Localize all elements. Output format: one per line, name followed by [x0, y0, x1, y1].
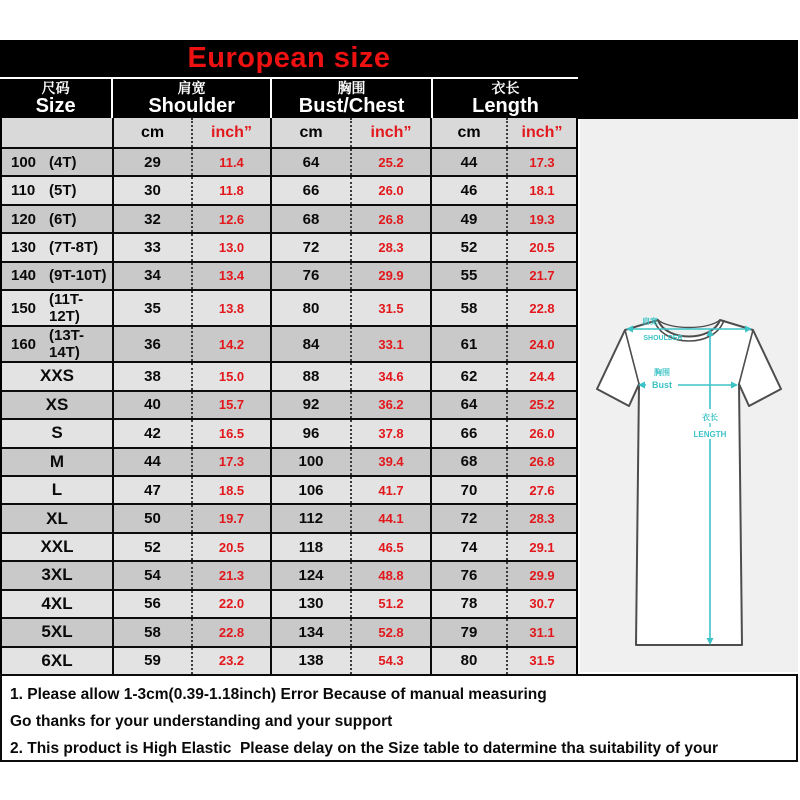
shoulder-cm-value: 34 — [112, 263, 191, 289]
tshirt-measure-diagram — [580, 293, 798, 668]
size-number: 150 — [11, 299, 37, 317]
shoulder-cm-value: 36 — [112, 327, 191, 361]
size-label-cell: XL — [46, 508, 68, 528]
size-number: 110 — [11, 182, 36, 200]
size-label-cell — [2, 234, 112, 260]
size-label-cell: XXS — [39, 366, 75, 386]
size-label-cell: XXL — [40, 537, 74, 557]
table-row-120 — [2, 204, 576, 232]
bust-label-en: Bust — [652, 380, 672, 390]
length-cm-value: 79 — [430, 619, 506, 645]
bust-in-value: 48.8 — [350, 562, 430, 588]
shoulder-cm-value: 29 — [112, 149, 191, 175]
table-row-s — [2, 418, 576, 446]
bust-label-zh: 胸围 — [654, 368, 670, 377]
bust-cm-value: 72 — [270, 234, 350, 260]
shoulder-in-value: 22.0 — [191, 591, 270, 617]
length-label-en: LENGTH — [693, 430, 727, 439]
table-row-160 — [2, 325, 576, 361]
table-row-3xl — [2, 560, 576, 588]
size-age-tag: (4T) — [49, 153, 77, 171]
shoulder-in-value: 13.8 — [191, 291, 270, 325]
column-header-shoulder — [111, 79, 270, 118]
unit-cm-shoulder: cm — [112, 118, 191, 147]
shoulder-in-value: 13.0 — [191, 234, 270, 260]
length-cm-value: 58 — [430, 291, 506, 325]
bust-cm-value: 138 — [270, 648, 350, 674]
bust-cm-value: 100 — [270, 449, 350, 475]
size-label-cell — [2, 206, 112, 232]
length-in-value: 26.0 — [506, 420, 576, 446]
bust-in-value: 26.0 — [350, 177, 430, 203]
bust-in-value: 33.1 — [350, 327, 430, 361]
note-high-elastic: 2. This product is High Elastic Please delay on the Size table to datermine tha suitability of your — [10, 740, 718, 757]
shoulder-cm-value: 52 — [112, 534, 191, 560]
shoulder-in-value: 19.7 — [191, 505, 270, 531]
size-number: 140 — [11, 267, 37, 285]
column-header-row — [0, 79, 578, 118]
column-header-shoulder-en: Shoulder — [148, 95, 235, 117]
column-header-bust-en: Bust/Chest — [298, 95, 405, 117]
length-cm-value: 46 — [430, 177, 506, 203]
title-row — [0, 40, 578, 76]
shoulder-cm-value: 47 — [112, 477, 191, 503]
size-age-tag: (11T-12T) — [49, 291, 84, 326]
size-number: 120 — [11, 210, 37, 228]
notes-box — [0, 674, 798, 762]
size-label-cell: 4XL — [41, 593, 73, 613]
table-row-xl — [2, 503, 576, 531]
size-label-cell — [2, 263, 112, 289]
bust-in-value: 41.7 — [350, 477, 430, 503]
length-in-value: 28.3 — [506, 505, 576, 531]
table-row-150 — [2, 289, 576, 325]
shoulder-cm-value: 42 — [112, 420, 191, 446]
length-cm-value: 72 — [430, 505, 506, 531]
shoulder-in-value: 15.7 — [191, 392, 270, 418]
shoulder-cm-value: 35 — [112, 291, 191, 325]
tshirt-outline — [597, 320, 781, 645]
column-header-length-zh: 衣长 — [491, 80, 520, 96]
shoulder-cm-value: 32 — [112, 206, 191, 232]
size-age-tag: (9T-10T) — [49, 267, 107, 285]
bust-in-value: 26.8 — [350, 206, 430, 232]
length-cm-value: 61 — [430, 327, 506, 361]
length-in-value: 29.9 — [506, 562, 576, 588]
shoulder-in-value: 15.0 — [191, 363, 270, 389]
length-cm-value: 76 — [430, 562, 506, 588]
unit-header-row — [2, 118, 576, 147]
length-in-value: 22.8 — [506, 291, 576, 325]
bust-in-value: 51.2 — [350, 591, 430, 617]
size-label-cell — [2, 177, 112, 203]
table-body — [2, 147, 576, 674]
length-in-value: 24.0 — [506, 327, 576, 361]
size-number: 100 — [11, 153, 37, 171]
bust-in-value: 52.8 — [350, 619, 430, 645]
size-label-cell: 6XL — [41, 650, 73, 670]
column-header-size — [0, 79, 111, 118]
bust-cm-value: 88 — [270, 363, 350, 389]
table-row-l — [2, 475, 576, 503]
length-in-value: 18.1 — [506, 177, 576, 203]
length-cm-value: 68 — [430, 449, 506, 475]
length-in-value: 31.5 — [506, 648, 576, 674]
shoulder-cm-value: 59 — [112, 648, 191, 674]
length-in-value: 29.1 — [506, 534, 576, 560]
length-in-value: 17.3 — [506, 149, 576, 175]
length-cm-value: 62 — [430, 363, 506, 389]
shoulder-in-value: 13.4 — [191, 263, 270, 289]
length-in-value: 25.2 — [506, 392, 576, 418]
table-row-140 — [2, 261, 576, 289]
table-row-5xl — [2, 617, 576, 645]
length-in-value: 19.3 — [506, 206, 576, 232]
bust-in-value: 37.8 — [350, 420, 430, 446]
unit-blank-cell — [2, 118, 112, 147]
unit-cm-bust: cm — [270, 118, 350, 147]
bust-cm-value: 76 — [270, 263, 350, 289]
shoulder-in-value: 14.2 — [191, 327, 270, 361]
length-cm-value: 66 — [430, 420, 506, 446]
length-cm-value: 49 — [430, 206, 506, 232]
shoulder-in-value: 23.2 — [191, 648, 270, 674]
length-cm-value: 44 — [430, 149, 506, 175]
collar-back-line — [658, 320, 720, 328]
shoulder-cm-value: 44 — [112, 449, 191, 475]
shoulder-in-value: 20.5 — [191, 534, 270, 560]
size-label-cell — [2, 149, 112, 175]
shoulder-cm-value: 58 — [112, 619, 191, 645]
shoulder-cm-value: 56 — [112, 591, 191, 617]
length-in-value: 31.1 — [506, 619, 576, 645]
bust-cm-value: 124 — [270, 562, 350, 588]
bust-cm-value: 84 — [270, 327, 350, 361]
size-age-tag: (13T-14T) — [49, 327, 85, 362]
column-header-bust — [270, 79, 431, 118]
unit-inch-shoulder: inch” — [191, 118, 270, 147]
table-row-130 — [2, 232, 576, 260]
bust-in-value: 28.3 — [350, 234, 430, 260]
length-in-value: 30.7 — [506, 591, 576, 617]
bust-cm-value: 106 — [270, 477, 350, 503]
column-header-length-en: Length — [472, 95, 539, 117]
unit-inch-length: inch” — [506, 118, 576, 147]
length-cm-value: 74 — [430, 534, 506, 560]
shoulder-cm-value: 54 — [112, 562, 191, 588]
column-header-size-en: Size — [35, 95, 76, 117]
shoulder-in-value: 22.8 — [191, 619, 270, 645]
bust-cm-value: 118 — [270, 534, 350, 560]
length-label-zh: 衣长 — [702, 413, 718, 422]
table-row-m — [2, 447, 576, 475]
length-in-value: 27.6 — [506, 477, 576, 503]
shoulder-cm-value: 38 — [112, 363, 191, 389]
bust-cm-value: 112 — [270, 505, 350, 531]
bust-cm-value: 68 — [270, 206, 350, 232]
shoulder-cm-value: 50 — [112, 505, 191, 531]
bust-cm-value: 92 — [270, 392, 350, 418]
table-row-4xl — [2, 589, 576, 617]
shoulder-in-value: 17.3 — [191, 449, 270, 475]
bust-cm-value: 130 — [270, 591, 350, 617]
table-row-xxl — [2, 532, 576, 560]
length-cm-value: 78 — [430, 591, 506, 617]
shoulder-in-value: 18.5 — [191, 477, 270, 503]
table-row-xs — [2, 390, 576, 418]
size-table — [0, 118, 578, 674]
length-in-value: 24.4 — [506, 363, 576, 389]
size-age-tag: (6T) — [49, 210, 77, 228]
column-header-size-zh: 尺码 — [41, 80, 70, 96]
length-cm-value: 52 — [430, 234, 506, 260]
size-age-tag: (5T) — [49, 182, 77, 200]
bust-in-value: 44.1 — [350, 505, 430, 531]
shoulder-in-value: 11.4 — [191, 149, 270, 175]
unit-cm-length: cm — [430, 118, 506, 147]
bust-in-value: 39.4 — [350, 449, 430, 475]
shoulder-in-value: 21.3 — [191, 562, 270, 588]
size-label-cell: 3XL — [41, 565, 73, 585]
size-label-cell — [2, 291, 112, 325]
bust-cm-value: 64 — [270, 149, 350, 175]
size-label-cell: 5XL — [41, 622, 73, 642]
shoulder-cm-value: 33 — [112, 234, 191, 260]
table-row-110 — [2, 175, 576, 203]
length-in-value: 26.8 — [506, 449, 576, 475]
size-number: 160 — [11, 335, 37, 353]
size-number: 130 — [11, 239, 37, 257]
length-cm-value: 64 — [430, 392, 506, 418]
unit-inch-bust: inch” — [350, 118, 430, 147]
bust-in-value: 54.3 — [350, 648, 430, 674]
bust-cm-value: 134 — [270, 619, 350, 645]
bust-in-value: 29.9 — [350, 263, 430, 289]
size-label-cell: M — [49, 451, 65, 471]
shoulder-in-value: 12.6 — [191, 206, 270, 232]
bust-in-value: 31.5 — [350, 291, 430, 325]
column-header-shoulder-zh: 肩宽 — [177, 80, 206, 96]
shoulder-cm-value: 40 — [112, 392, 191, 418]
length-cm-value: 80 — [430, 648, 506, 674]
note-thanks: Go thanks for your understanding and your support — [10, 713, 393, 730]
bust-cm-value: 80 — [270, 291, 350, 325]
shoulder-label-en: SHOULDER — [643, 335, 683, 342]
shoulder-in-value: 16.5 — [191, 420, 270, 446]
page-title: European size — [187, 41, 391, 74]
bust-in-value: 25.2 — [350, 149, 430, 175]
column-header-bust-zh: 胸围 — [337, 80, 366, 96]
table-row-100 — [2, 147, 576, 175]
length-cm-value: 70 — [430, 477, 506, 503]
size-label-cell: XS — [45, 394, 69, 414]
bust-in-value: 34.6 — [350, 363, 430, 389]
bust-cm-value: 66 — [270, 177, 350, 203]
length-in-value: 20.5 — [506, 234, 576, 260]
bust-in-value: 36.2 — [350, 392, 430, 418]
diagram-panel — [580, 119, 798, 672]
shoulder-cm-value: 30 — [112, 177, 191, 203]
length-cm-value: 55 — [430, 263, 506, 289]
size-age-tag: (7T-8T) — [49, 239, 99, 257]
size-label-cell: S — [51, 423, 63, 443]
note-measuring-error: 1. Please allow 1-3cm(0.39-1.18inch) Error Because of manual measuring — [10, 686, 547, 703]
bust-cm-value: 96 — [270, 420, 350, 446]
column-header-length — [431, 79, 578, 118]
table-row-xxs — [2, 361, 576, 389]
shoulder-in-value: 11.8 — [191, 177, 270, 203]
length-in-value: 21.7 — [506, 263, 576, 289]
table-row-6xl — [2, 646, 576, 674]
size-label-cell: L — [51, 480, 63, 500]
shoulder-label-zh: 肩宽 — [642, 317, 658, 326]
size-label-cell — [2, 327, 112, 361]
bust-in-value: 46.5 — [350, 534, 430, 560]
